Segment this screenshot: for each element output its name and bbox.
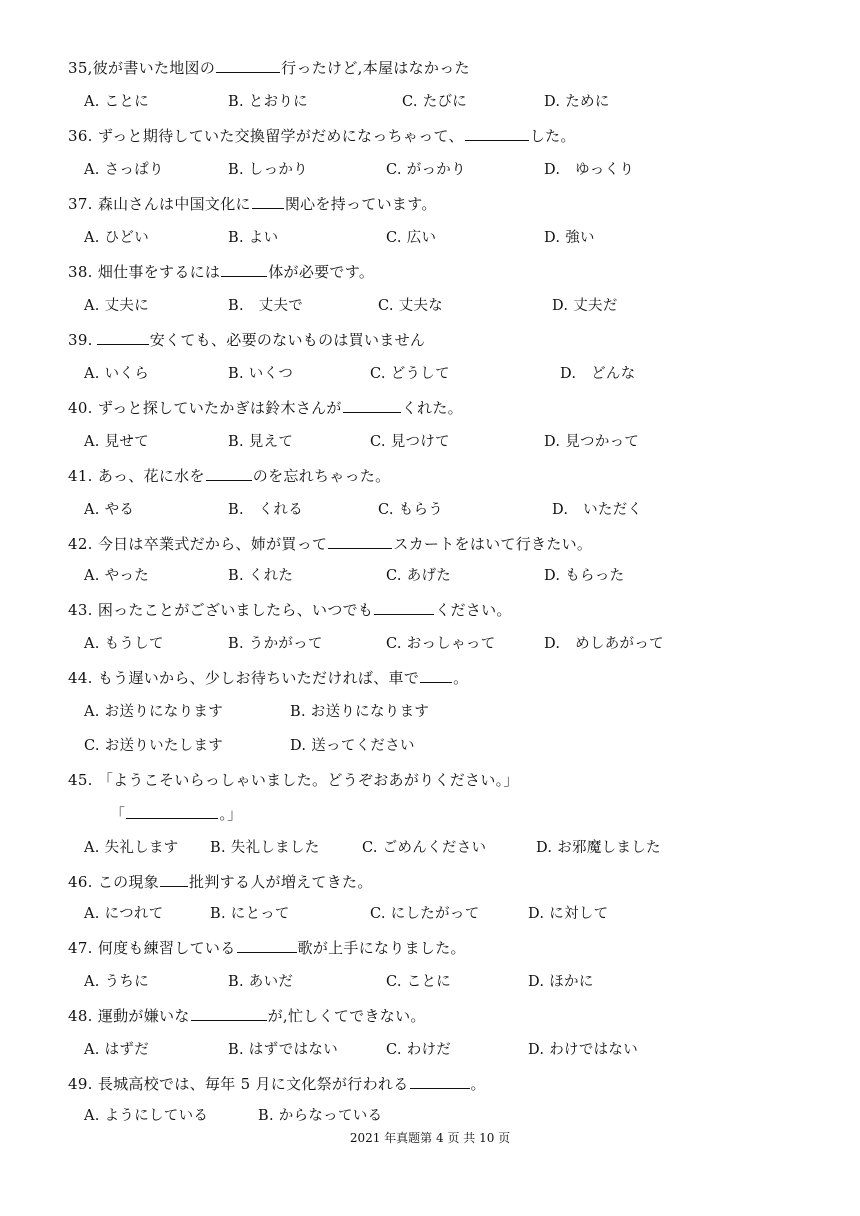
page-footer: 2021 年真题第 4 页 共 10 页 — [349, 1131, 511, 1145]
answer-blank — [126, 804, 218, 819]
option-b: B. しっかり — [228, 162, 308, 178]
option-c: C. ことに — [386, 974, 452, 990]
option-d: D. 見つかって — [544, 434, 640, 450]
answer-blank — [374, 600, 434, 615]
option-a: A. 見せて — [84, 434, 149, 450]
question-38 — [68, 262, 374, 282]
option-b: B. いくつ — [228, 366, 294, 382]
question-text: 安くても、必要のないものは買いません — [149, 331, 426, 349]
option-b: B. にとって — [210, 906, 290, 922]
option-d: D. お邪魔しました — [536, 840, 661, 856]
option-c: C. おっしゃって — [386, 636, 496, 652]
answer-blank — [328, 534, 392, 549]
question-text: 43. 困ったことがございましたら、いつでも — [68, 601, 374, 619]
question-text: のを忘れちゃった。 — [252, 467, 391, 485]
option-c: C. 見つけて — [370, 434, 450, 450]
question-text: 批判する人が増えてきた。 — [189, 873, 373, 891]
option-a: A. ひどい — [84, 230, 149, 246]
question-40 — [68, 398, 463, 418]
question-text: 44. もう遅いから、少しお待ちいただければ、車で — [68, 669, 420, 687]
question-39 — [68, 330, 425, 350]
question-37 — [68, 194, 437, 214]
option-d: D. どんな — [560, 366, 636, 382]
question-text: 39. — [68, 331, 93, 349]
question-text: 。 — [470, 1075, 486, 1093]
question-35 — [68, 58, 470, 78]
option-b: B. からなっている — [258, 1108, 383, 1124]
question-45 — [68, 770, 519, 790]
option-d: D. めしあがって — [544, 636, 664, 652]
option-a: A. やる — [84, 502, 135, 518]
option-a: A. うちに — [84, 974, 149, 990]
question-text: 47. 何度も練習している — [68, 939, 236, 957]
option-a: A. 丈夫に — [84, 298, 149, 314]
question-text: くれた。 — [401, 399, 463, 417]
option-b: B. あいだ — [228, 974, 294, 990]
answer-blank — [465, 126, 529, 141]
question-text: 関心を持っています。 — [284, 195, 437, 213]
option-d: D. 丈夫だ — [552, 298, 618, 314]
option-a: A. もうして — [84, 636, 164, 652]
close-quote: 。」 — [219, 805, 243, 823]
option-c: C. たびに — [402, 94, 468, 110]
question-text: スカートをはいて行きたい。 — [393, 535, 593, 553]
question-text: 37. 森山さんは中国文化に — [68, 195, 251, 213]
option-c: C. ごめんください — [362, 840, 487, 856]
option-d: D. 強い — [544, 230, 595, 246]
option-b: B. 丈夫で — [228, 298, 304, 314]
reply-line — [110, 804, 242, 824]
option-c: C. あげた — [386, 568, 452, 584]
answer-blank — [97, 330, 149, 345]
question-text: 38. 畑仕事をするには — [68, 263, 221, 281]
question-text: 46. この現象 — [68, 873, 160, 891]
option-b: B. くれた — [228, 568, 294, 584]
option-a: A. につれて — [84, 906, 164, 922]
option-c: C. 広い — [386, 230, 437, 246]
option-c: C. にしたがって — [370, 906, 480, 922]
option-d: D. 送ってください — [290, 738, 415, 754]
question-text: 40. ずっと探していたかぎは鈴木さんが — [68, 399, 342, 417]
question-46 — [68, 872, 373, 892]
option-b: B. うかがって — [228, 636, 323, 652]
question-44 — [68, 668, 468, 688]
option-b: B. よい — [228, 230, 279, 246]
option-d: D. ほかに — [528, 974, 594, 990]
option-d: D. いただく — [552, 502, 643, 518]
option-b: B. お送りになります — [290, 704, 430, 720]
question-text: 。 — [453, 669, 469, 687]
question-48 — [68, 1006, 426, 1026]
option-b: B. 見えて — [228, 434, 294, 450]
option-c: C. もらう — [378, 502, 444, 518]
question-36 — [68, 126, 576, 146]
question-text: ください。 — [435, 601, 512, 619]
question-text: 体が必要です。 — [268, 263, 375, 281]
option-b: B. 失礼しました — [210, 840, 320, 856]
option-c: C. わけだ — [386, 1042, 452, 1058]
question-text: 35,彼が書いた地図の — [68, 59, 216, 77]
question-43 — [68, 600, 512, 620]
question-text: 45. 「ようこそいらっしゃいました。どうぞおあがりください。」 — [68, 771, 519, 789]
option-d: D. に対して — [528, 906, 609, 922]
option-a: A. はずだ — [84, 1042, 149, 1058]
option-b: B. とおりに — [228, 94, 308, 110]
option-a: A. やった — [84, 568, 149, 584]
option-a: A. ようにしている — [84, 1108, 209, 1124]
open-quote: 「 — [110, 805, 126, 823]
option-a: A. さっぱり — [84, 162, 164, 178]
option-d: D. わけではない — [528, 1042, 639, 1058]
answer-blank — [216, 58, 280, 73]
question-text: 41. あっ、花に水を — [68, 467, 205, 485]
option-c: C. どうして — [370, 366, 450, 382]
option-b: B. くれる — [228, 502, 304, 518]
question-41 — [68, 466, 390, 486]
answer-blank — [221, 262, 267, 277]
question-text: した。 — [529, 127, 576, 145]
answer-blank — [206, 466, 252, 481]
question-text: が,忙しくてできない。 — [267, 1007, 426, 1025]
question-text: 歌が上手になりました。 — [297, 939, 466, 957]
question-text: 36. ずっと期待していた交換留学がだめになっちゃって、 — [68, 127, 464, 145]
question-49 — [68, 1074, 486, 1094]
option-d: D. ために — [544, 94, 610, 110]
option-c: C. お送りいたします — [84, 738, 224, 754]
answer-blank — [252, 194, 284, 209]
option-c: C. 丈夫な — [378, 298, 444, 314]
option-d: D. もらった — [544, 568, 625, 584]
option-d: D. ゆっくり — [544, 162, 635, 178]
option-a: A. ことに — [84, 94, 149, 110]
option-b: B. はずではない — [228, 1042, 339, 1058]
answer-blank — [410, 1074, 470, 1089]
answer-blank — [160, 872, 188, 887]
answer-blank — [237, 938, 297, 953]
answer-blank — [191, 1006, 267, 1021]
option-a: A. 失礼します — [84, 840, 179, 856]
question-text: 49. 長城高校では、毎年 5 月に文化祭が行われる — [68, 1075, 409, 1093]
option-c: C. がっかり — [386, 162, 466, 178]
option-a: A. いくら — [84, 366, 149, 382]
answer-blank — [420, 668, 452, 683]
question-text: 42. 今日は卒業式だから、姉が買って — [68, 535, 328, 553]
question-42 — [68, 534, 592, 554]
question-text: 行ったけど,本屋はなかった — [281, 59, 470, 77]
question-text: 48. 運動が嫌いな — [68, 1007, 190, 1025]
question-47 — [68, 938, 466, 958]
option-a: A. お送りになります — [84, 704, 223, 720]
answer-blank — [343, 398, 401, 413]
